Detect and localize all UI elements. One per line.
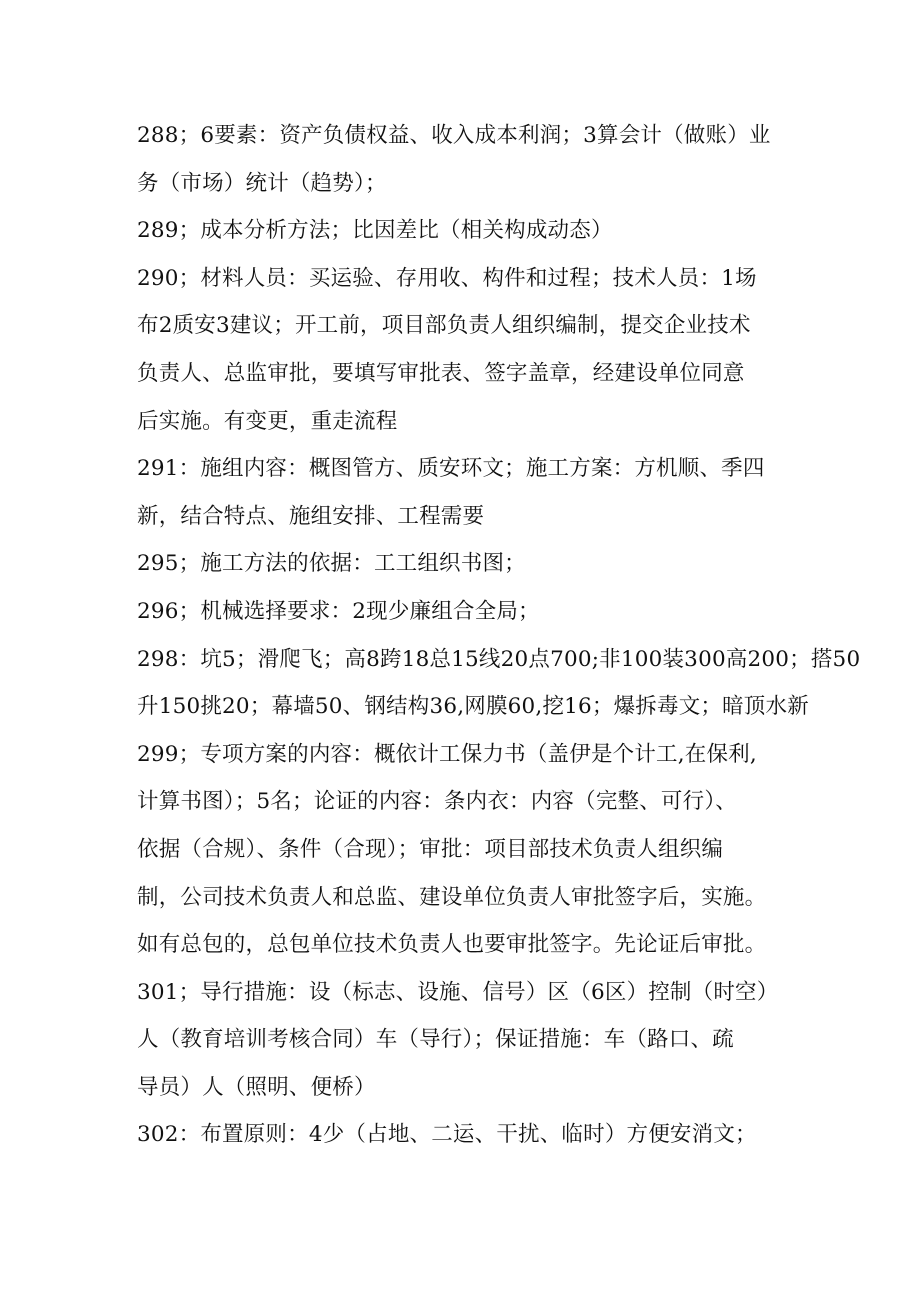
text-line: 296；机械选择要求：2现少廉组合全局；: [137, 598, 540, 624]
text-line: 导员）人（照明、便桥）: [137, 1074, 376, 1100]
text-line: 298：坑5；滑爬飞；高8跨18总15线20点700;非100装300高200；搭50: [137, 646, 861, 672]
text-line: 负责人、总监审批，要填写审批表、签字盖章，经建设单位同意: [137, 360, 745, 386]
text-line: 依据（合规）、条件（合现）；审批：项目部技术负责人组织编: [137, 836, 724, 862]
text-line: 布2质安3建议；开工前，项目部负责人组织编制，提交企业技术: [137, 313, 751, 339]
text-line: 299；专项方案的内容：概依计工保力书（盖伊是个计工,在保利,: [137, 741, 757, 767]
text-line: 302：布置原则：4少（占地、二运、干扰、临时）方便安消文；: [137, 1122, 757, 1148]
text-line: 如有总包的，总包单位技术负责人也要审批签字。先论证后审批。: [137, 932, 767, 958]
text-line: 301；导行措施：设（标志、设施、信号）区（6区）控制（时空）: [137, 979, 779, 1005]
text-line: 制，公司技术负责人和总监、建设单位负责人审批签字后，实施。: [137, 884, 767, 910]
text-line: 新，结合特点、施组安排、工程需要: [137, 503, 485, 529]
text-line: 后实施。有变更，重走流程: [137, 408, 398, 434]
document-body: [137, 112, 861, 1159]
text-line: 务（市场）统计（趋势）；: [137, 170, 387, 196]
text-line: 升150挑20；幕墙50、钢结构36,网膜60,挖16；爆拆毒文；暗顶水新: [137, 694, 809, 720]
text-line: 291：施组内容：概图管方、质安环文；施工方案：方机顺、季四: [137, 456, 765, 482]
text-line: 289；成本分析方法；比因差比（相关构成动态）: [137, 218, 613, 244]
text-line: 290；材料人员：买运验、存用收、构件和过程；技术人员：1场: [137, 265, 757, 291]
text-line: 计算书图）；5名；论证的内容：条内衣：内容（完整、可行）、: [137, 789, 737, 815]
text-line: 288；6要素：资产负债权益、收入成本利润；3算会计（做账）业: [137, 123, 771, 148]
text-line: 人（教育培训考核合同）车（导行）；保证措施：车（路口、疏: [137, 1027, 734, 1053]
text-line: 295；施工方法的依据：工工组织书图；: [137, 551, 526, 577]
